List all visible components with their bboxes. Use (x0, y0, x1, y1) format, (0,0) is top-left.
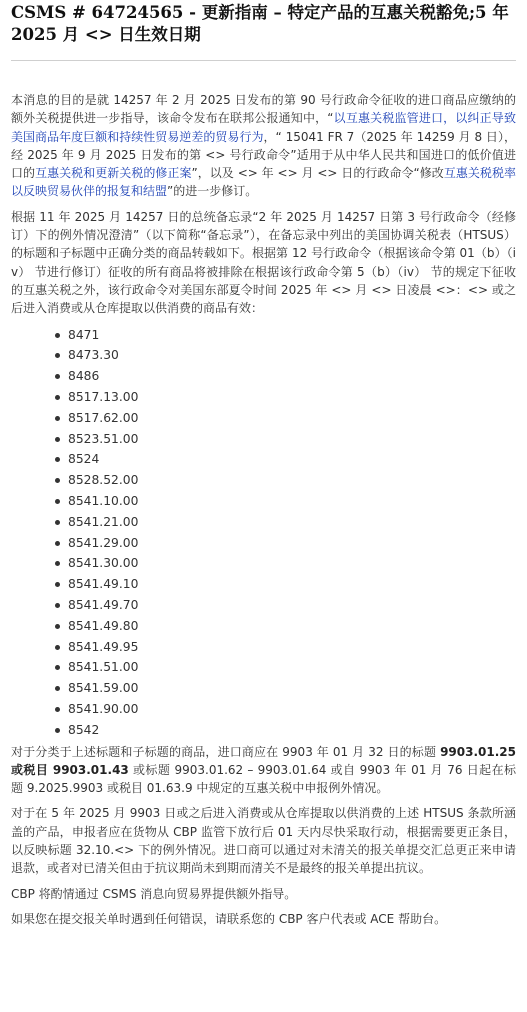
intro-text-2: ，“ 15041 FR 7（2025 年 14259 月 8 日），经 2025 年 9 月 2025 日发布的第 <> 号行政命令”适用于从中华人民共和国进口的低价值进口的 (11, 129, 516, 181)
hts-code-item: 8528.52.00 (68, 470, 516, 491)
hts-code-item: 8473.30 (68, 345, 516, 366)
hts-code-item: 8541.49.80 (68, 616, 516, 637)
hts-code-item: 8486 (68, 366, 516, 387)
page-title: CSMS # 64724565 - 更新指南 – 特定产品的互惠关税豁免;5 年 2025 月 <> 日生效日期 (11, 3, 509, 44)
hts-code-item: 8542 (68, 720, 516, 741)
memorandum-paragraph: 根据 11 年 2025 月 14257 日的总统备忘录“2 年 2025 月 14257 日第 3 号行政命令（经修订）下的例外情况澄清”（以下简称“备忘录”），在备忘录中列出的美国协调关税表（HTSUS） 的标题和子标题中正确分类的商品转载如下。根据第 12 号行政命令（根据该命令第 01（b）（iv） 节进行修订）征收的所有商品将被排除在根据该行政命令第 5（b）（iv） 节的规定下征收的互惠关税之外，该行政命令对美国东部夏令时间 2025 年 <> 月 <> 日凌晨 <>：<> 或之后进入消费或从仓库提取以供消费的商品有效： (11, 209, 516, 316)
hts-code-item: 8517.62.00 (68, 408, 516, 429)
intro-paragraph (11, 91, 516, 201)
hts-code-item: 8541.51.00 (68, 657, 516, 678)
hts-code-list (11, 325, 516, 741)
intro-text-3: ”，以及 <> 年 <> 月 <> 日的行政命令“修改 (191, 166, 444, 181)
heading-numbers-bold: 9903.01.25 或税目 9903.01.43 (11, 744, 516, 777)
hts-code-item: 8524 (68, 449, 516, 470)
hts-code-item: 8517.13.00 (68, 387, 516, 408)
hts-code-item: 8541.59.00 (68, 678, 516, 699)
hts-code-item: 8523.51.00 (68, 429, 516, 450)
hts-code-item: 8541.30.00 (68, 553, 516, 574)
link-reciprocal-tariff-order[interactable]: 以互惠关税监管进口，以纠正导致美国商品年度巨额和持续性贸易逆差的贸易行为 (11, 111, 516, 144)
hts-code-item: 8541.10.00 (68, 491, 516, 512)
title-divider (11, 60, 516, 61)
hts-code-item: 8541.49.95 (68, 637, 516, 658)
help-paragraph: 如果您在提交报关单时遇到任何错误，请联系您的 CBP 客户代表或 ACE 帮助台。 (11, 911, 447, 926)
hts-code-item: 8541.49.70 (68, 595, 516, 616)
declaration-text-1: 对于分类于上述标题和子标题的商品，进口商应在 9903 年 01 月 32 日的标题 (11, 744, 441, 759)
declaration-text-2: 或标题 9903.01.62 – 9903.01.64 或自 9903 年 01 月 76 日起在标题 9.2025.9903 或税目 01.63.9 中规定的互惠关税中申报例外情况。 (11, 762, 516, 796)
link-modifying-rates-order[interactable]: 互惠关税税率以反映贸易伙伴的报复和结盟 (11, 166, 516, 199)
hts-code-item: 8541.21.00 (68, 512, 516, 533)
intro-text-1: 本消息的目的是就 14257 年 2 月 2025 日发布的第 90 号行政命令征收的进口商品应缴纳的额外关税提供进一步指导，该命令发布在联邦公报通知中，“ (11, 93, 516, 126)
guidance-paragraph: CBP 将酌情通过 CSMS 消息向贸易界提供额外指导。 (11, 886, 297, 901)
intro-text-4: ”的进一步修订。 (167, 184, 258, 199)
correction-paragraph: 对于在 5 年 2025 月 9903 日或之后进入消费或从仓库提取以供消费的上述 HTSUS 条款所涵盖的产品，申报者应在货物从 CBP 监管下放行后 01 天内尽快采取行动，根据需要更正条目，以反映标题 32.10.<> 下的例外情况。进口商可以通过对未清关的报关单提交汇总更正来申请退款，或者对已清关但由于抗议期尚未到期而清关不是最终的报关单提出抗议。 (11, 806, 516, 876)
declaration-paragraph (11, 743, 516, 798)
hts-code-item: 8471 (68, 325, 516, 346)
hts-code-item: 8541.29.00 (68, 533, 516, 554)
link-amendment-order[interactable]: 互惠关税和更新关税的修正案 (35, 166, 192, 181)
hts-code-item: 8541.90.00 (68, 699, 516, 720)
hts-code-item: 8541.49.10 (68, 574, 516, 595)
